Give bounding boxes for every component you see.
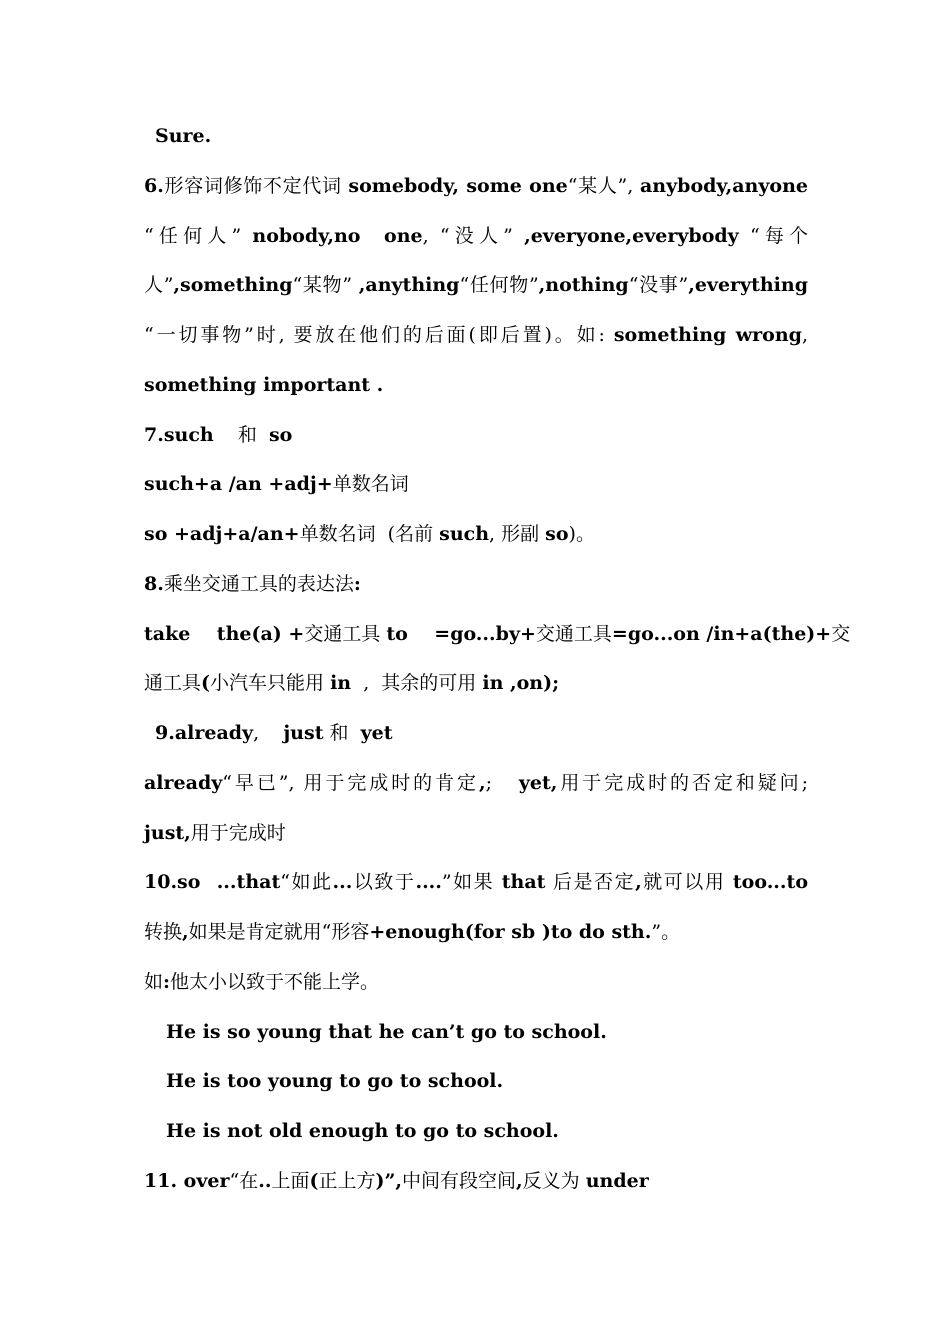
text-line bbox=[144, 321, 808, 349]
bold-text: 10.so ...that bbox=[144, 871, 281, 893]
bold-text: ,anything bbox=[358, 274, 460, 296]
text-run: 就可以用 bbox=[641, 871, 733, 893]
text-line bbox=[144, 819, 808, 847]
bold-text: just, bbox=[144, 822, 191, 844]
text-run: 乘坐交通工具的表达法 bbox=[163, 573, 354, 595]
text-line bbox=[144, 1167, 808, 1195]
text-line bbox=[166, 1067, 808, 1095]
text-run: 形容词修饰不定代词 bbox=[163, 175, 349, 197]
text-line bbox=[155, 122, 808, 150]
text-run: )。 bbox=[568, 523, 595, 545]
bold-text: anybody,anyone bbox=[640, 175, 808, 197]
bold-text: ,everything bbox=[688, 274, 808, 296]
text-run: 单数名词 (名前 bbox=[299, 523, 440, 545]
text-line bbox=[144, 669, 808, 697]
bold-text: ,nothing bbox=[538, 274, 629, 296]
text-run: 用于完成时的否定和疑问; bbox=[557, 772, 808, 794]
text-run: 后是否定 bbox=[545, 871, 636, 893]
text-run: 如 bbox=[144, 971, 164, 993]
bold-text: He is too young to go to school. bbox=[166, 1070, 504, 1092]
text-run: “任何人” bbox=[144, 225, 253, 247]
text-run: 以致于 bbox=[352, 871, 416, 893]
text-run: 用于完成时 bbox=[190, 822, 286, 844]
bold-text: to =go...by+ bbox=[386, 623, 536, 645]
text-run: , 形副 bbox=[489, 523, 546, 545]
text-line bbox=[144, 520, 808, 548]
text-run: ; bbox=[485, 772, 519, 794]
text-run: 通工具 bbox=[144, 672, 202, 694]
text-run: 小汽车只能用 bbox=[210, 672, 331, 694]
text-line bbox=[144, 421, 808, 449]
text-run: 交通工具 bbox=[304, 623, 387, 645]
bold-text: .. bbox=[258, 1170, 272, 1192]
bold-text: in ,on); bbox=[482, 672, 560, 694]
text-run: , bbox=[801, 324, 808, 346]
text-line bbox=[144, 570, 808, 598]
text-run: 和 bbox=[323, 722, 361, 744]
text-run: 他太小以致于不能上学。 bbox=[170, 971, 380, 993]
text-line bbox=[155, 719, 808, 747]
bold-text: He is not old enough to go to school. bbox=[166, 1120, 559, 1142]
text-run: 如果是肯定就用“形容 bbox=[188, 921, 370, 943]
bold-text: ,everyone,everybody bbox=[524, 225, 739, 247]
text-run: “某人”, bbox=[567, 175, 640, 197]
bold-text: yet, bbox=[518, 772, 558, 794]
bold-text: such bbox=[439, 523, 490, 545]
bold-text: ,something bbox=[173, 274, 293, 296]
text-line bbox=[144, 868, 808, 896]
bold-text: Sure. bbox=[155, 125, 212, 147]
text-run: , “没人” bbox=[422, 225, 525, 247]
text-run: “一切事物”时, 要放在他们的后面(即后置)。如: bbox=[144, 324, 614, 346]
bold-text: already bbox=[144, 772, 223, 794]
bold-text: ( bbox=[309, 1170, 319, 1192]
bold-text: , bbox=[635, 871, 642, 893]
text-run: 正上方 bbox=[318, 1170, 376, 1192]
bold-text: take the(a) + bbox=[144, 623, 305, 645]
bold-text: )”, bbox=[375, 1170, 403, 1192]
text-run: , bbox=[253, 722, 284, 744]
bold-text: in bbox=[330, 672, 352, 694]
text-run: “在 bbox=[229, 1170, 259, 1192]
text-line bbox=[144, 222, 808, 250]
text-run: “某物” bbox=[292, 274, 359, 296]
bold-text: =go...on /in+a(the)+ bbox=[611, 623, 832, 645]
text-run: “如此 bbox=[280, 871, 333, 893]
bold-text: so +adj+a/an+ bbox=[144, 523, 300, 545]
text-run: “任何物” bbox=[459, 274, 539, 296]
text-line bbox=[166, 1018, 808, 1046]
bold-text: : bbox=[353, 573, 361, 595]
text-line bbox=[144, 620, 851, 648]
text-line bbox=[144, 769, 808, 797]
text-run: 和 bbox=[213, 424, 269, 446]
text-run: 中间有段空间 bbox=[402, 1170, 517, 1192]
text-line bbox=[144, 968, 808, 996]
text-run: , 其余的可用 bbox=[351, 672, 483, 694]
bold-text: something important . bbox=[144, 374, 384, 396]
bold-text: that bbox=[501, 871, 546, 893]
text-run: 单数名词 bbox=[332, 473, 409, 495]
bold-text: , bbox=[516, 1170, 523, 1192]
bold-text: .... bbox=[415, 871, 442, 893]
text-run: 转换 bbox=[144, 921, 183, 943]
bold-text: , bbox=[182, 921, 189, 943]
bold-text: He is so young that he can’t go to school. bbox=[166, 1021, 607, 1043]
bold-text: just bbox=[283, 722, 324, 744]
text-line bbox=[144, 371, 808, 399]
text-run: ”如果 bbox=[441, 871, 502, 893]
bold-text: ... bbox=[332, 871, 353, 893]
text-run: 上面 bbox=[271, 1170, 310, 1192]
bold-text: such+a /an +adj+ bbox=[144, 473, 333, 495]
text-line bbox=[144, 271, 808, 299]
text-run: “每个 bbox=[738, 225, 809, 247]
bold-text: yet bbox=[360, 722, 393, 744]
bold-text: so bbox=[545, 523, 569, 545]
bold-text: too...to bbox=[732, 871, 808, 893]
bold-text: under bbox=[585, 1170, 649, 1192]
bold-text: : bbox=[163, 971, 171, 993]
text-run: 反义为 bbox=[522, 1170, 586, 1192]
text-run: “早已”, 用于完成时的肯定 bbox=[222, 772, 479, 794]
text-line bbox=[144, 470, 808, 498]
text-line bbox=[144, 172, 808, 200]
bold-text: 7.such bbox=[144, 424, 214, 446]
bold-text: , bbox=[478, 772, 486, 794]
text-run: “没事” bbox=[628, 274, 689, 296]
bold-text: so bbox=[268, 424, 293, 446]
bold-text: nobody,no one bbox=[252, 225, 423, 247]
bold-text: +enough(for sb )to do sth. bbox=[369, 921, 652, 943]
text-run: 交通工具 bbox=[535, 623, 612, 645]
text-run: 交 bbox=[831, 623, 851, 645]
text-run: ”。 bbox=[651, 921, 681, 943]
bold-text: somebody, some one bbox=[348, 175, 568, 197]
text-line bbox=[166, 1117, 808, 1145]
text-line bbox=[144, 918, 808, 946]
text-run: 人” bbox=[144, 274, 174, 296]
bold-text: 8. bbox=[144, 573, 164, 595]
bold-text: something wrong bbox=[613, 324, 802, 346]
bold-text: 6. bbox=[144, 175, 164, 197]
bold-text: 9.already bbox=[155, 722, 254, 744]
bold-text: 11. over bbox=[144, 1170, 230, 1192]
bold-text: ( bbox=[201, 672, 211, 694]
